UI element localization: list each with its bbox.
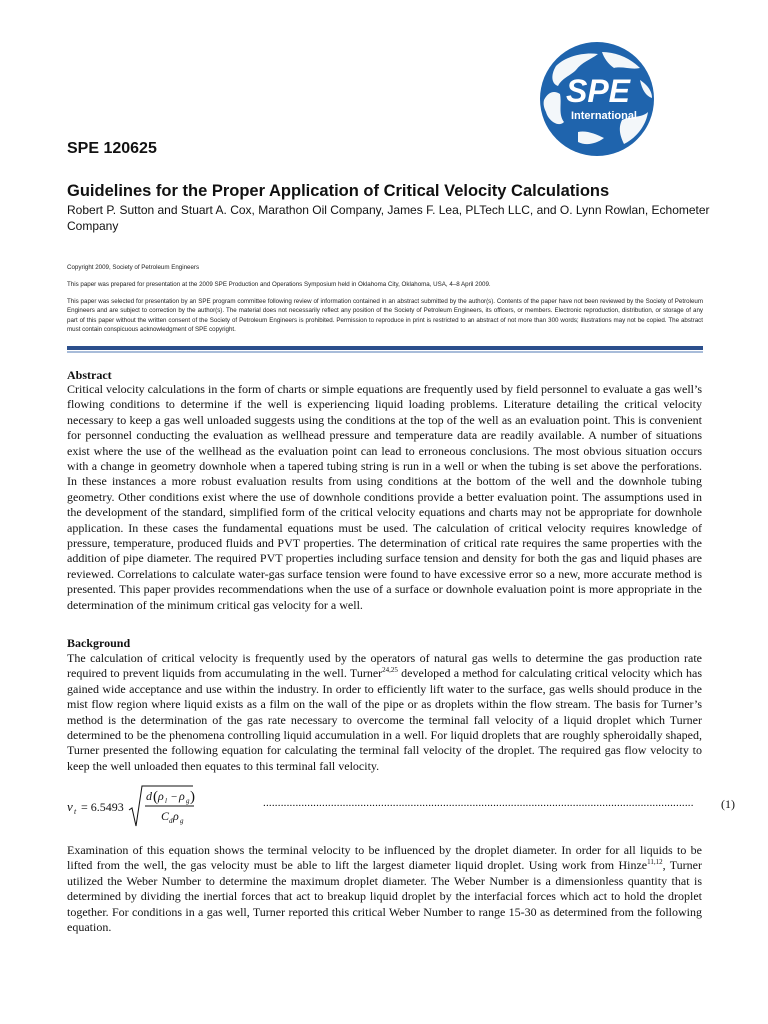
- author-list: Robert P. Sutton and Stuart A. Cox, Marathon Oil Company, James F. Lea, PLTech LLC, and O. Lynn Rowlan, Echometer Company: [67, 203, 710, 233]
- eq-den-c: C: [161, 809, 170, 823]
- examination-text-part-2: , Turner utilized the Weber Number to determine the maximum droplet diameter. The Weber Number is a dimensionless quantity that is determined by dividing the inertial forces that act to breakup liquid droplet by the interfacial forces which act to hold the droplet together. For conditions in a gas well, Turner reported this critical Weber Number to range 15-30 as determined from the following equation.: [67, 858, 702, 935]
- abstract-text: Critical velocity calculations in the form of charts or simple equations are frequently used by field personnel to evaluate a gas well’s flowing conditions to determine if the well is experiencing liquid loading problems. Literature detailing the critical velocity necessary to keep a gas well unloaded suggests using the conditions at the top of the well as an evaluation point. This is convenient for personnel conducting the evaluation as wellhead pressure and temperature data are readily available. A number of situations exist where the use of the wellhead as the evaluation point can lead to erroneous conclusions. The most obvious situation occurs with a change in geometry downhole when a tapered tubing string is run in a well or when the tubing is set above the perforations. In these instances a more robust evaluation results from using conditions at the bottom of the well and the downhole tubing geometry. Other conditions exist where the use of downhole conditions provide a better evaluation point. The assumptions used in the development of the standard, simplified form of the critical velocity equations and charts may not be appropriate for downhole application. In these cases the fundamental equations must be used. The calculation of critical velocity requires knowledge of pressure, temperature, produced fluids and PVT properties. The determination of critical rate requires the same properties with the addition of pipe diameter. The required PVT properties including surface tension and density for both the gas and liquid phases are reviewed. Correlations to calculate water-gas surface tension were found to have excessive error so a new, more accurate method is presented. This paper provides recommendations when the use of a surface or downhole evaluation point is more appropriate in the determination of the minimum critical gas velocity for a well.: [67, 382, 702, 612]
- eq-lhs-sub: t: [74, 807, 77, 816]
- eq-num-d: d: [146, 789, 152, 803]
- logo-name: SPE: [565, 73, 631, 109]
- eq-lhs-var: v: [67, 799, 73, 814]
- presentation-notice: This paper was prepared for presentation at the 2009 SPE Production and Operations Symposium held in Oklahoma City, Oklahoma, USA, 4–8 April 2009.: [67, 281, 491, 288]
- examination-text: [67, 843, 702, 935]
- eq-num-rho-g: ρ: [179, 789, 185, 803]
- eq-den-rho: ρ: [173, 809, 179, 823]
- spe-globe-logo-icon: [518, 40, 676, 158]
- eq-num-sub-g: g: [186, 797, 190, 805]
- equation-number: (1): [721, 797, 735, 811]
- paper-id: SPE 120625: [67, 140, 157, 157]
- equation-leader-dots: ..................................................................................................................................................: [263, 797, 694, 809]
- eq-den-sub-d: d: [169, 817, 173, 825]
- background-heading: Background: [67, 636, 131, 650]
- terminal-velocity-formula: [67, 784, 262, 832]
- citation-hinze: 11,12: [647, 858, 663, 867]
- equation-1: [67, 784, 735, 832]
- selection-notice: This paper was selected for presentation by an SPE program committee following review of information contained in an abstract submitted by the author(s). Contents of the paper have not been reviewed by the Society of Petroleum Engineers and are subject to correction by the author(s). The material does not necessarily reflect any position of the Society of Petroleum Engineers, its officers, or members. Electronic reproduction, distribution, or storage of any part of this paper without the written consent of the Society of Petroleum Engineers is prohibited. Permission to reproduce in print is restricted to an abstract of not more than 300 words; illustrations may not be copied. The abstract must contain conspicuous acknowledgment of SPE copyright.: [67, 298, 703, 333]
- eq-coefficient: = 6.5493: [81, 800, 124, 814]
- eq-den-sub-g: g: [180, 817, 184, 825]
- eq-num-rho-l: ρ: [158, 789, 164, 803]
- header-divider-light: [67, 351, 703, 353]
- copyright-notice: Copyright 2009, Society of Petroleum Engineers: [67, 264, 200, 271]
- paper-title: Guidelines for the Proper Application of Critical Velocity Calculations: [67, 182, 610, 200]
- header-divider: [67, 346, 703, 350]
- logo-subtitle: International: [570, 110, 638, 122]
- eq-num-paren-close: ): [190, 789, 195, 805]
- eq-num-sub-l: l: [165, 797, 167, 805]
- eq-num-paren-open: (: [153, 789, 158, 805]
- background-text: [67, 651, 702, 774]
- abstract-heading: Abstract: [67, 368, 112, 382]
- examination-text-part-1: Examination of this equation shows the terminal velocity to be influenced by the droplet diameter. In order for all liquids to be lifted from the well, the gas velocity must be able to lift the largest diameter liquid droplet. Using work from Hinze: [67, 843, 702, 873]
- eq-num-minus: −: [171, 791, 178, 803]
- background-text-part-1: The calculation of critical velocity is frequently used by the operators of natural gas wells to determine the gas production rate required to prevent liquids from accumulating in the well. Turner: [67, 651, 702, 681]
- citation-turner: 24,25: [382, 666, 398, 675]
- background-text-part-2: developed a method for calculating critical velocity which has gained wide acceptance and use within the industry. In order to efficiently lift water to the surface, gas wells should produce in the mist flow region where liquid exists as a film on the wall of the pipe or as droplets within the flow stream. The basis for Turner’s method is the determination of the gas rate necessary to overcome the terminal fall velocity of a liquid droplet which Turner determined to be the phenomena controlling liquid accumulation in a well. For liquid droplets that are roughly spheroidally shaped, Turner presented the following equation for calculating the terminal fall velocity of the droplet. The required gas flow velocity to keep the well unloaded then equates to this terminal fall velocity.: [67, 666, 702, 773]
